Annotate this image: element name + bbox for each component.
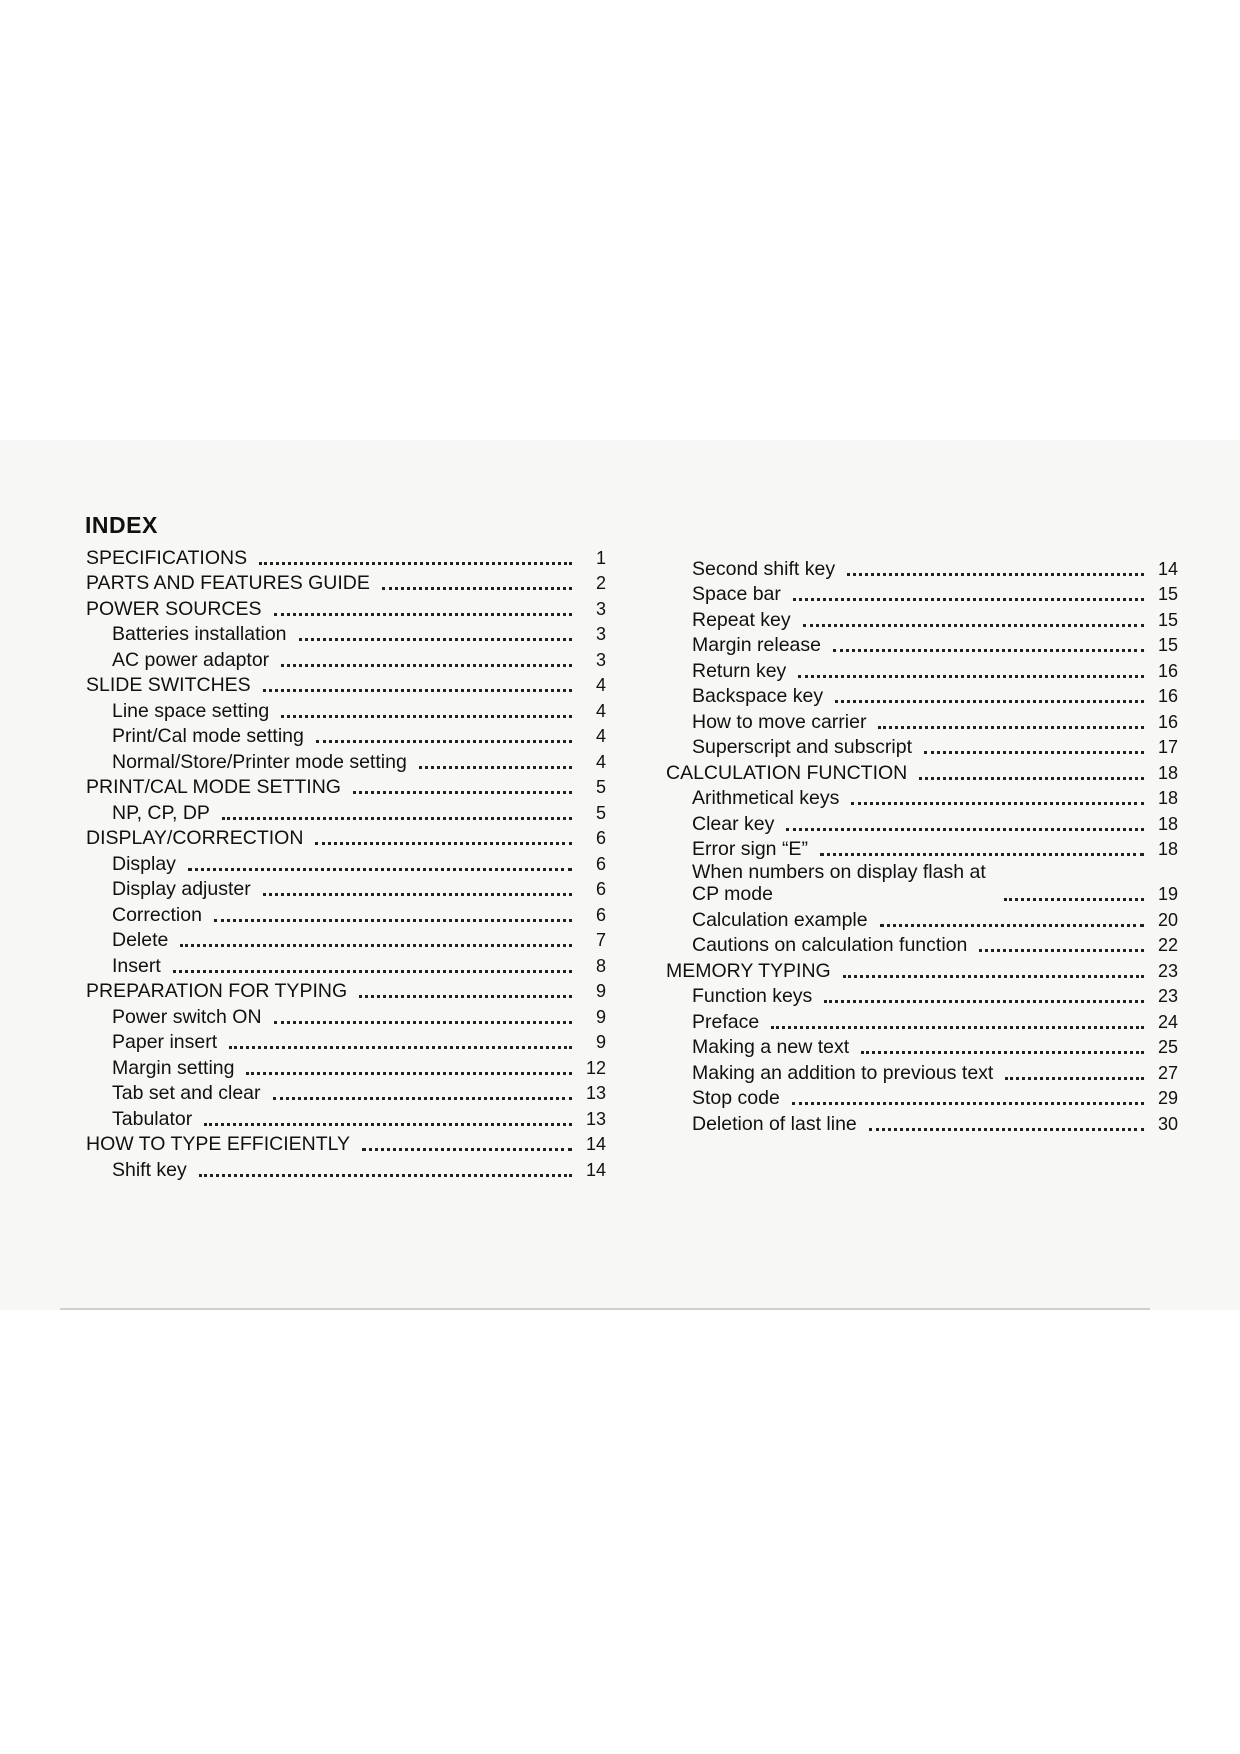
index-subentry xyxy=(86,1155,606,1181)
index-subentry xyxy=(86,747,606,773)
entry-page-number: 1 xyxy=(595,547,606,568)
entry-page-number: 18 xyxy=(1157,813,1178,834)
entry-label: MEMORY TYPING xyxy=(666,959,831,982)
entry-page-number: 20 xyxy=(1157,909,1178,930)
dot-leader xyxy=(979,949,1144,952)
entry-label: Space bar xyxy=(692,583,781,605)
entry-page-number: 4 xyxy=(595,751,606,772)
dot-leader xyxy=(869,1128,1144,1131)
entry-label: Second shift key xyxy=(692,557,836,580)
entry-label: Making a new text xyxy=(692,1036,850,1058)
entry-page-number: 4 xyxy=(595,675,606,695)
dot-leader xyxy=(299,638,572,641)
index-section-entry xyxy=(666,758,1178,784)
index-subentry xyxy=(86,620,606,646)
dot-leader xyxy=(188,868,572,871)
entry-label: Repeat key xyxy=(692,608,791,631)
dot-leader xyxy=(786,828,1144,831)
index-subentry xyxy=(666,1058,1178,1084)
index-section-entry xyxy=(86,569,606,595)
index-section-entry xyxy=(86,977,606,1003)
entry-page-number: 12 xyxy=(585,1057,606,1078)
sheet-bottom-edge xyxy=(60,1308,1150,1310)
entry-page-number: 4 xyxy=(595,700,606,721)
entry-label: AC power adaptor xyxy=(112,648,270,671)
entry-label: NP, CP, DP xyxy=(112,801,210,824)
entry-page-number: 23 xyxy=(1157,986,1178,1006)
index-subentry xyxy=(86,900,606,926)
index-subentry xyxy=(86,849,606,875)
entry-page-number: 7 xyxy=(595,930,606,950)
entry-page-number: 25 xyxy=(1157,1037,1178,1057)
entry-label: Superscript and subscript xyxy=(692,736,913,758)
entry-page-number: 18 xyxy=(1157,788,1178,808)
entry-page-number: 6 xyxy=(595,879,606,899)
entry-label: Margin release xyxy=(692,634,821,656)
entry-page-number: 14 xyxy=(585,1159,606,1180)
entry-label: Clear key xyxy=(692,812,775,835)
entry-page-number: 19 xyxy=(1157,884,1178,904)
dot-leader xyxy=(315,842,572,845)
entry-page-number: 30 xyxy=(1157,1113,1178,1134)
dot-leader xyxy=(419,766,572,769)
dot-leader xyxy=(793,598,1144,601)
index-subentry xyxy=(86,875,606,901)
entry-label: SLIDE SWITCHES xyxy=(86,674,251,696)
dot-leader xyxy=(919,777,1144,780)
index-subentry xyxy=(86,722,606,748)
index-subentry xyxy=(86,696,606,722)
dot-leader xyxy=(246,1072,572,1075)
entry-page-number: 3 xyxy=(595,624,606,644)
dot-leader xyxy=(833,649,1144,652)
index-left-column xyxy=(86,543,606,1181)
index-section-entry xyxy=(86,1130,606,1156)
index-section-entry xyxy=(86,671,606,697)
index-subentry xyxy=(666,554,1178,580)
index-subentry xyxy=(666,1109,1178,1135)
index-title: INDEX xyxy=(85,512,158,538)
entry-label: PARTS AND FEATURES GUIDE xyxy=(86,572,370,594)
index-section-entry xyxy=(86,543,606,569)
entry-label: POWER SOURCES xyxy=(86,597,262,620)
entry-label: Tabulator xyxy=(112,1107,193,1130)
dot-leader xyxy=(878,726,1144,729)
entry-label: Line space setting xyxy=(112,699,270,722)
entry-page-number: 16 xyxy=(1157,660,1178,681)
entry-page-number: 6 xyxy=(595,853,606,874)
entry-page-number: 5 xyxy=(595,802,606,823)
index-subentry xyxy=(666,631,1178,657)
entry-page-number: 13 xyxy=(585,1108,606,1129)
dot-leader xyxy=(803,624,1144,627)
entry-page-number: 5 xyxy=(595,777,606,797)
index-subentry xyxy=(86,951,606,977)
entry-label: Delete xyxy=(112,929,169,951)
index-subentry xyxy=(86,1053,606,1079)
entry-label: Making an addition to previous text xyxy=(692,1061,994,1084)
entry-page-number: 17 xyxy=(1157,737,1178,757)
dot-leader xyxy=(835,700,1144,703)
entry-page-number: 15 xyxy=(1157,584,1178,604)
dot-leader xyxy=(204,1123,572,1126)
index-subentry xyxy=(666,931,1178,957)
dot-leader xyxy=(273,1097,572,1100)
entry-page-number: 22 xyxy=(1157,935,1178,955)
entry-label: Calculation example xyxy=(692,908,868,931)
entry-label: Shift key xyxy=(112,1158,187,1181)
dot-leader xyxy=(382,587,572,590)
index-subentry xyxy=(86,1104,606,1130)
dot-leader xyxy=(1005,1077,1144,1080)
index-subentry xyxy=(666,835,1178,861)
index-subentry xyxy=(666,707,1178,733)
entry-label: Correction xyxy=(112,903,202,926)
entry-page-number: 18 xyxy=(1157,839,1178,859)
index-subentry xyxy=(86,1028,606,1054)
dot-leader xyxy=(259,562,572,565)
index-subentry xyxy=(666,656,1178,682)
dot-leader xyxy=(359,995,572,998)
entry-label: How to move carrier xyxy=(692,710,867,733)
dot-leader xyxy=(362,1148,572,1151)
index-subentry xyxy=(86,926,606,952)
entry-page-number: 29 xyxy=(1157,1088,1178,1108)
dot-leader xyxy=(792,1102,1144,1105)
index-subentry xyxy=(666,1033,1178,1059)
dot-leader xyxy=(263,689,572,692)
entry-page-number: 2 xyxy=(595,573,606,593)
entry-label: PREPARATION FOR TYPING xyxy=(86,980,348,1002)
index-subentry xyxy=(666,905,1178,931)
entry-label: Function keys xyxy=(692,985,813,1007)
entry-label: PRINT/CAL MODE SETTING xyxy=(86,776,341,798)
dot-leader xyxy=(199,1174,572,1177)
index-subentry xyxy=(86,645,606,671)
entry-label: HOW TO TYPE EFFICIENTLY xyxy=(86,1133,351,1155)
index-subentry xyxy=(86,798,606,824)
entry-page-number: 24 xyxy=(1157,1011,1178,1032)
entry-label: Return key xyxy=(692,659,787,682)
entry-page-number: 8 xyxy=(595,955,606,976)
entry-page-number: 6 xyxy=(595,904,606,925)
entry-label: SPECIFICATIONS xyxy=(86,546,248,569)
index-subentry xyxy=(666,580,1178,606)
index-section-entry xyxy=(86,594,606,620)
index-subentry xyxy=(86,1002,606,1028)
entry-label: DISPLAY/CORRECTION xyxy=(86,827,304,849)
dot-leader xyxy=(229,1046,572,1049)
entry-page-number: 14 xyxy=(1157,558,1178,579)
entry-label: Margin setting xyxy=(112,1056,235,1079)
dot-leader xyxy=(353,791,572,794)
entry-label: Deletion of last line xyxy=(692,1112,857,1135)
dot-leader xyxy=(798,675,1144,678)
index-section-entry xyxy=(86,824,606,850)
entry-page-number: 16 xyxy=(1157,686,1178,706)
index-subentry xyxy=(666,1084,1178,1110)
index-subentry xyxy=(666,682,1178,708)
dot-leader xyxy=(771,1026,1144,1029)
dot-leader xyxy=(851,802,1144,805)
index-section-entry xyxy=(86,773,606,799)
entry-label: Preface xyxy=(692,1010,760,1033)
dot-leader xyxy=(880,924,1144,927)
dot-leader xyxy=(274,613,572,616)
entry-label: Error sign “E” xyxy=(692,838,808,860)
index-subentry xyxy=(666,860,1178,905)
entry-label: Display adjuster xyxy=(112,878,251,900)
entry-page-number: 15 xyxy=(1157,635,1178,655)
dot-leader xyxy=(1004,898,1144,901)
entry-label: Print/Cal mode setting xyxy=(112,725,304,747)
entry-page-number: 9 xyxy=(595,1006,606,1027)
dot-leader xyxy=(180,944,572,947)
index-right-column xyxy=(666,554,1178,1135)
dot-leader xyxy=(843,975,1144,978)
entry-label: Tab set and clear xyxy=(112,1082,261,1104)
entry-label: Backspace key xyxy=(692,685,824,707)
entry-page-number: 4 xyxy=(595,726,606,746)
entry-page-number: 13 xyxy=(585,1083,606,1103)
entry-label: Normal/Store/Printer mode setting xyxy=(112,750,407,773)
index-subentry xyxy=(666,605,1178,631)
index-subentry xyxy=(666,1007,1178,1033)
dot-leader xyxy=(222,817,572,820)
entry-page-number: 9 xyxy=(595,1032,606,1052)
index-subentry xyxy=(666,784,1178,810)
entry-label: Batteries installation xyxy=(112,623,287,645)
entry-label: Insert xyxy=(112,954,161,977)
entry-page-number: 18 xyxy=(1157,762,1178,783)
dot-leader xyxy=(281,664,572,667)
entry-label: Display xyxy=(112,852,176,875)
dot-leader xyxy=(924,751,1144,754)
entry-label: Power switch ON xyxy=(112,1005,262,1028)
dot-leader xyxy=(847,573,1144,576)
entry-page-number: 15 xyxy=(1157,609,1178,630)
entry-page-number: 23 xyxy=(1157,960,1178,981)
entry-label: CALCULATION FUNCTION xyxy=(666,761,908,784)
index-subentry xyxy=(666,982,1178,1008)
index-subentry xyxy=(86,1079,606,1105)
entry-page-number: 9 xyxy=(595,981,606,1001)
dot-leader xyxy=(820,853,1144,856)
entry-label: Stop code xyxy=(692,1087,780,1109)
entry-page-number: 3 xyxy=(595,649,606,670)
dot-leader xyxy=(316,740,572,743)
entry-label: Cautions on calculation function xyxy=(692,934,968,956)
dot-leader xyxy=(173,970,572,973)
index-section-entry xyxy=(666,956,1178,982)
index-subentry xyxy=(666,809,1178,835)
dot-leader xyxy=(274,1021,572,1024)
dot-leader xyxy=(214,919,572,922)
entry-label: Arithmetical keys xyxy=(692,787,840,809)
entry-label: Paper insert xyxy=(112,1031,218,1053)
entry-page-number: 27 xyxy=(1157,1062,1178,1083)
entry-page-number: 3 xyxy=(595,598,606,619)
index-subentry xyxy=(666,733,1178,759)
entry-label: When numbers on display flash at CP mode xyxy=(692,861,986,905)
dot-leader xyxy=(824,1000,1144,1003)
entry-page-number: 14 xyxy=(585,1134,606,1154)
dot-leader xyxy=(263,893,572,896)
dot-leader xyxy=(861,1051,1144,1054)
dot-leader xyxy=(281,715,572,718)
entry-page-number: 16 xyxy=(1157,711,1178,732)
entry-page-number: 6 xyxy=(595,828,606,848)
